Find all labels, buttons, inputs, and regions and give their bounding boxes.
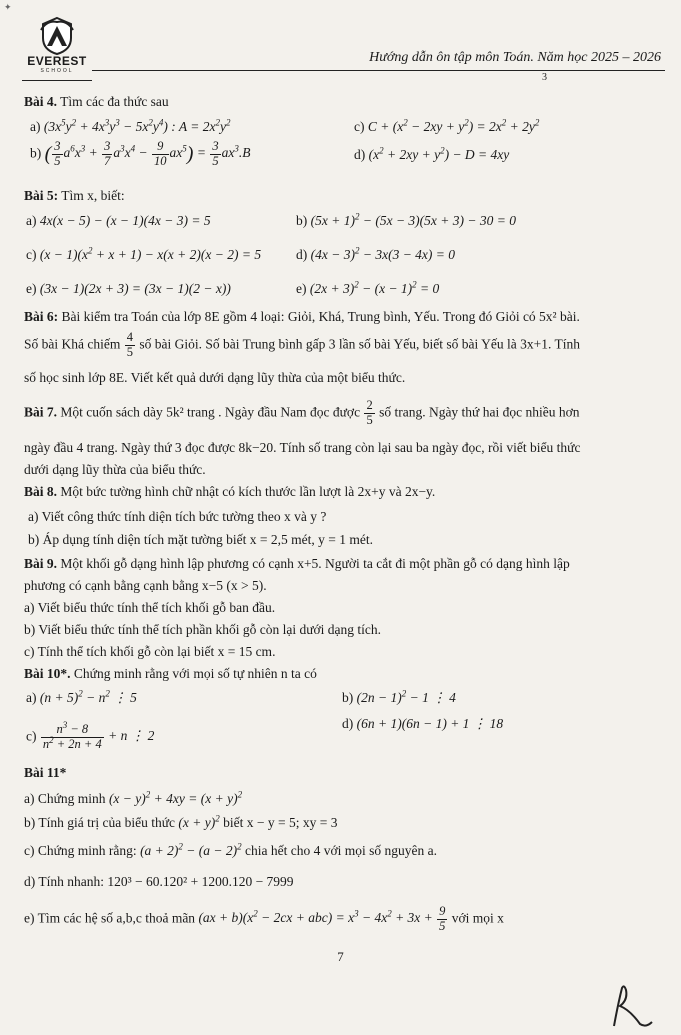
header-marker: 3 [542, 72, 547, 83]
bai5-d [296, 247, 455, 263]
bai4-b-formula: ( $\frac{3}{5}$ $a^6x^3$ + $\frac{3}{7}$ $a^3x^4$ − $\frac{9}{10}$ $ax^5$) = $\frac{3}{5}$ $ax^3.B$ [44, 139, 251, 168]
bai11-e1: e) Tìm các hệ số a,b,c thoả mãn [24, 910, 196, 926]
bai5-d-label: d) [296, 247, 308, 262]
bai9-line1-text: Một khối gỗ dạng hình lập phương có cạnh x+5. Người ta cắt đi một phần gỗ có dạng hình lập [60, 556, 570, 571]
bai4-a [30, 119, 230, 135]
bai5-a-label: a) [26, 213, 37, 228]
bai10-c [26, 719, 155, 752]
bai10-a-label: a) [26, 690, 37, 705]
bai11-c [24, 843, 437, 859]
bai7-line1b: số trang. Ngày thứ hai đọc nhiều hơn [379, 404, 580, 420]
bai11-e [24, 905, 504, 934]
bai11-e2: với mọi x [451, 910, 504, 926]
bai6-line2a: Số bài Khá chiếm [24, 336, 121, 352]
bai11-a-formula: $(x - y)^2 + 4xy = (x + y)^2$ [108, 789, 243, 806]
bai5-c-formula: $(x - 1)(x^2 + x + 1) - x(x + 2)(x - 2) = 5$ [39, 245, 262, 262]
bai10-text: Chứng minh rằng với mọi số tự nhiên n ta có [73, 666, 317, 681]
bai10-heading [24, 666, 317, 682]
bai10-d-label: d) [342, 716, 354, 731]
bai8-heading [24, 484, 435, 500]
bai4-a-formula: $(3x^5y^2 + 4x^3y^3 - 5x^2y^4)$ : $A = 2x^2y^2$ [43, 117, 231, 134]
bai5-e2-label: e) [296, 281, 307, 296]
header-divider-short [22, 80, 92, 81]
scan-mark: ✦ [4, 2, 12, 12]
bai5-b [296, 213, 516, 229]
bai5-d-formula: $(4x - 3)^2 - 3x(3 - 4x) = 0$ [310, 245, 456, 262]
bai6-line2b: số bài Giỏi. Số bài Trung bình gấp 3 lần số bài Yếu, biết số bài Yếu là 3x+1. Tính [139, 336, 580, 352]
logo-subtitle: SCHOOL [40, 68, 74, 74]
bai5-e-formula: (3x − 1)(2x + 3) = (3x − 1)(2 − x)) [39, 281, 231, 296]
logo-name: EVEREST [27, 54, 87, 68]
bai9-b: b) Viết biểu thức tính thể tích phần khối gỗ còn lại dưới dạng tích. [24, 622, 382, 637]
bai10-a [26, 690, 137, 706]
bai8-title: Bài 8. [24, 484, 58, 499]
bai4-heading [24, 94, 169, 110]
bai9-line1 [24, 556, 570, 572]
bai4-b-label: b) [30, 145, 42, 161]
bai11-b [24, 815, 337, 831]
header-title: Hướng dẫn ôn tập môn Toán. Năm học 2025 – 2026 [369, 50, 661, 65]
page-number: 7 [337, 949, 344, 964]
bai6-fraction: $\frac{4}{5}$ [126, 330, 133, 359]
bai8-text: Một bức tường hình chữ nhật có kích thước lần lượt là 2x+y và 2x−y. [60, 484, 436, 499]
header-divider [92, 70, 665, 71]
bai4-text: Tìm các đa thức sau [60, 94, 169, 109]
signature-mark [600, 984, 660, 1028]
bai4-a-label: a) [30, 119, 41, 134]
bai4-b [30, 140, 250, 169]
bai10-c-label: c) [26, 728, 37, 744]
bai10-d-formula: (6n + 1)(6n − 1) + 1 ⋮ 18 [356, 716, 504, 731]
bai6-title: Bài 6: [24, 309, 59, 324]
bai11-b2: biết x − y = 5; xy = 3 [223, 815, 338, 830]
bai7-line3: dưới dạng lũy thừa của biểu thức. [24, 462, 206, 477]
bai9-c: c) Tính thể tích khối gỗ còn lại biết x = 15 cm. [24, 644, 276, 659]
bai5-c [26, 247, 261, 263]
bai5-e2 [296, 281, 439, 297]
bai10-c-formula: $\frac{n^3 - 8}{n^2 + 2n + 4}$ + n ⋮ 2 [42, 719, 155, 751]
bai7-title: Bài 7. [24, 404, 58, 420]
bai5-text: Tìm x, biết: [61, 188, 125, 203]
bai6-line3: số học sinh lớp 8E. Viết kết quả dưới dạng lũy thừa của một biểu thức. [24, 370, 406, 385]
bai11-title: Bài 11* [24, 765, 67, 780]
bai11-a-text: a) Chứng minh [24, 791, 106, 806]
bai5-e2-formula: $(2x + 3)^2 - (x - 1)^2 = 0$ [309, 279, 440, 296]
bai11-b-formula: $(x + y)^2$ [178, 813, 220, 830]
bai7-line2: ngày đầu 4 trang. Ngày thứ 3 đọc được 8k−20. Tính số trang còn lại sau ba ngày đọc, rồi viết biểu thức [24, 440, 581, 455]
bai11-a [24, 791, 242, 807]
bai4-d [354, 147, 509, 163]
bai5-a [26, 213, 211, 229]
bai7-line1a: Một cuốn sách dày 5k² trang . Ngày đầu Nam đọc được [60, 404, 361, 420]
bai10-title: Bài 10*. [24, 666, 71, 681]
crest-icon [37, 16, 77, 56]
bai11-c1: c) Chứng minh rằng: [24, 843, 137, 858]
bai5-a-formula: 4x(x − 5) − (x − 1)(4x − 3) = 5 [39, 213, 211, 228]
bai4-c-formula: $C + (x^2 - 2xy + y^2) = 2x^2 + 2y^2$ [367, 117, 540, 134]
bai5-heading [24, 188, 125, 204]
bai4-title: Bài 4. [24, 94, 58, 109]
bai6-line1-text: Bài kiểm tra Toán của lớp 8E gồm 4 loại: Giỏi, Khá, Trung bình, Yếu. Trong đó Giỏi có 5x² bài. [61, 309, 580, 324]
bai10-d [342, 716, 503, 732]
bai10-a-formula: $(n + 5)^2 - n^2$ ⋮ 5 [39, 688, 137, 705]
bai5-b-formula: $(5x + 1)^2 - (5x - 3)(5x + 3) - 30 = 0$ [310, 211, 516, 228]
bai8-a: a) Viết công thức tính diện tích bức tường theo x và y ? [28, 509, 327, 524]
bai6-line1 [24, 309, 580, 325]
bai6-line2 [24, 331, 580, 360]
bai8-b: b) Áp dụng tính diện tích mặt tường biết x = 2,5 mét, y = 1 mét. [28, 532, 374, 547]
bai9-title: Bài 9. [24, 556, 58, 571]
bai5-c-label: c) [26, 247, 37, 262]
bai7-fraction: $\frac{2}{5}$ [366, 398, 373, 427]
bai4-c [354, 119, 539, 135]
bai11-e-formula: $(ax + b)(x^2 - 2cx + abc) = x^3 - 4x^2 + 3x$ + $\frac{9}{5}$ [198, 904, 446, 933]
bai5-e [26, 281, 231, 297]
bai10-b [342, 690, 456, 706]
bai9-a: a) Viết biểu thức tính thể tích khối gỗ ban đầu. [24, 600, 276, 615]
bai7-line1 [24, 399, 580, 428]
bai4-c-label: c) [354, 119, 365, 134]
bai11-c-formula: $(a + 2)^2 - (a - 2)^2$ [140, 841, 242, 858]
bai4-d-label: d) [354, 147, 366, 162]
bai10-b-formula: $(2n - 1)^2 - 1$ ⋮ 4 [356, 688, 456, 705]
bai5-b-label: b) [296, 213, 308, 228]
bai11-c2: chia hết cho 4 với mọi số nguyên a. [245, 843, 437, 858]
bai11-d: d) Tính nhanh: 120³ − 60.120² + 1200.120 − 7999 [24, 874, 294, 889]
bai10-b-label: b) [342, 690, 354, 705]
school-logo [22, 16, 92, 76]
bai5-title: Bài 5: [24, 188, 59, 203]
bai9-line2: phương có cạnh bằng cạnh bằng x−5 (x > 5). [24, 578, 267, 593]
bai5-e-label: e) [26, 281, 37, 296]
bai11-b1: b) Tính giá trị của biểu thức [24, 815, 176, 830]
bai4-d-formula: $(x^2 + 2xy + y^2) - D = 4xy$ [368, 145, 510, 162]
